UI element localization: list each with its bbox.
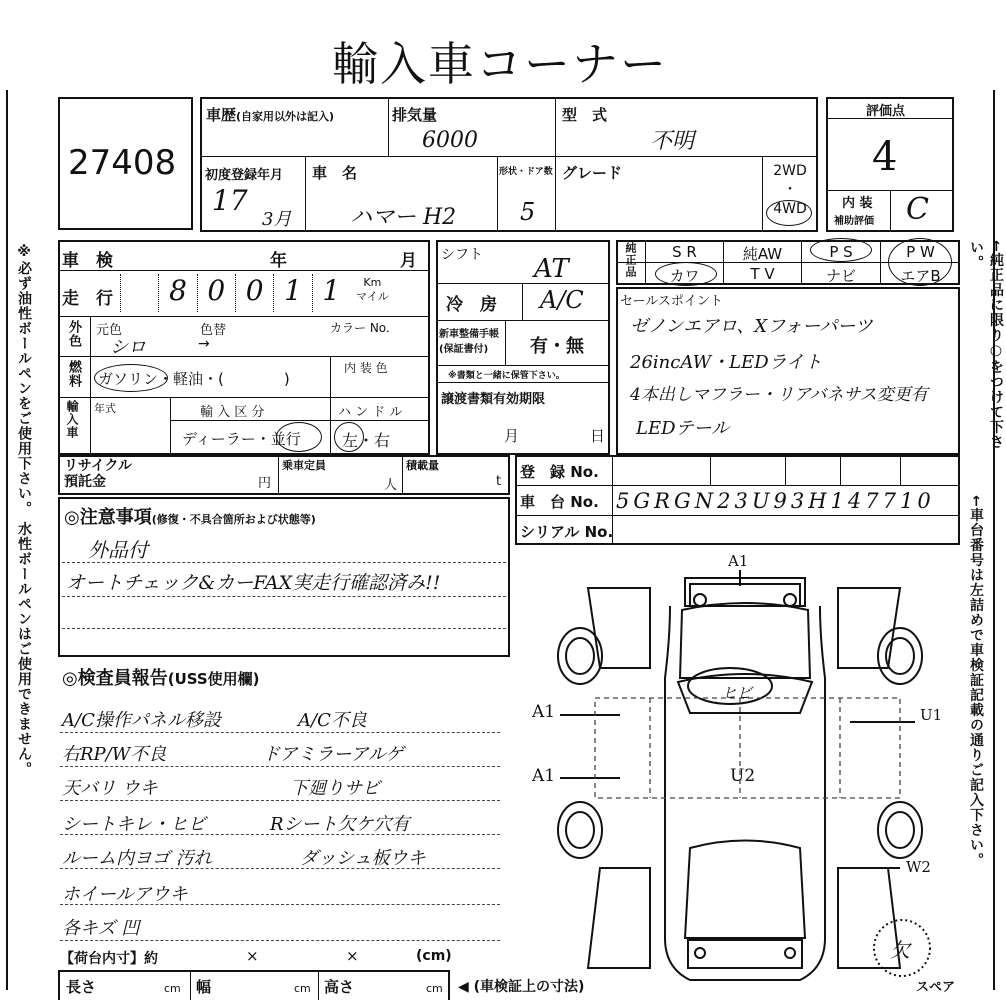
load-label: 積載量 — [406, 459, 439, 472]
damage-a1-left-2: A1 — [532, 766, 556, 786]
mileage-unit: Km マイル — [356, 276, 389, 303]
equipment-item: P S — [829, 243, 853, 261]
damage-a1-left-1: A1 — [532, 702, 556, 722]
damage-w2: W2 — [906, 858, 931, 876]
lot-number: 27408 — [68, 143, 177, 183]
side-note-left: ※必ず油性ボールペンをご使用下さい。 水性ボールペンはご使用できません。 — [16, 244, 32, 777]
mileage-digit: 0 — [235, 274, 273, 312]
import-type-label: 輸 入 区 分 — [200, 405, 265, 420]
doors-value: 5 — [520, 198, 536, 226]
cargo-unit: (cm) — [416, 948, 452, 964]
notes-label: ◎注意事項(修復・不具合箇所および状態等) — [64, 507, 316, 528]
cargo-grid — [58, 970, 450, 1000]
notes-line: 外品付 — [88, 538, 148, 562]
cargo-note: ◀ (車検証上の寸法) — [458, 979, 585, 995]
model-type-value: 不明 — [650, 129, 695, 154]
inspector-right-line: ダッシュ板ウキ — [300, 848, 426, 869]
side-note-right-1: ←純正品に限り○をつけて下さい。 — [968, 240, 1004, 450]
fuel-gasoline-circle — [94, 364, 168, 392]
inspector-label: ◎検査員報告(USS使用欄) — [62, 668, 260, 689]
side-note-right-2: ←車台番号は左詰めで車検証記載の通りご記入下さい。 — [968, 495, 984, 868]
sales-point-line: 26incAW・LEDライト — [630, 352, 823, 373]
cargo-times-2: × — [346, 947, 359, 965]
sales-point-line: ゼノンエアロ、Xフォーパーツ — [630, 316, 873, 337]
notes-line: オートチェック&カーFAX実走行確認済み!! — [66, 572, 441, 594]
equipment-circle — [655, 262, 717, 286]
equipment-item: エアB — [900, 267, 941, 285]
shift-value: AT — [534, 254, 569, 284]
car-name-label: 車 名 — [312, 164, 358, 182]
manual-note: ※書類と一緒に保管下さい。 — [448, 371, 565, 381]
equipment-item: ナビ — [825, 267, 856, 285]
cargo-cm: cm — [164, 982, 181, 995]
mileage-digits — [120, 274, 350, 312]
drive-4wd-circle — [766, 200, 812, 226]
equipment-item: S R — [672, 243, 697, 261]
interior-value: C — [906, 192, 929, 227]
lot-number-box — [58, 97, 193, 230]
cargo-label: 【荷台内寸】約 — [60, 951, 158, 967]
handle-left-circle — [334, 422, 364, 452]
inspection-month: 月 — [400, 251, 417, 271]
manual-value: 有・無 — [530, 336, 584, 357]
spare-mark: 欠 — [890, 938, 910, 962]
cargo-cm: cm — [426, 982, 443, 995]
equipment-item: 純AW — [742, 245, 783, 263]
sales-point-line: LEDテール — [636, 418, 730, 439]
inspection-label: 車 検 — [62, 251, 113, 271]
shift-label: シフト — [441, 247, 483, 263]
color-orig-label: 元色 — [96, 323, 123, 338]
manual-label: 新車整備手帳 (保証書付) — [439, 329, 499, 355]
damage-u1: U1 — [920, 706, 943, 724]
doors-label: 形状・ドア数 — [499, 167, 553, 177]
first-reg-label: 初度登録年月 — [205, 168, 284, 183]
inspector-left-line: シートキレ・ヒビ — [62, 814, 206, 835]
capacity-label: 乗車定員 — [282, 459, 326, 472]
load-unit: t — [496, 474, 502, 489]
mileage-digit: 1 — [273, 274, 311, 312]
registration-label: 登 録 No. — [520, 463, 599, 481]
import-type-value: ディーラー・並行 — [182, 430, 301, 448]
color-value: シロ — [110, 337, 146, 358]
drive-type: 2WD ・ 4WD — [773, 163, 807, 217]
inspector-right-line: ドアミラーアルゲ — [262, 744, 404, 765]
recycle-unit: 円 — [258, 476, 272, 491]
inspector-left-line: A/C操作パネル移設 — [62, 710, 221, 731]
chassis-label: 車 台 No. — [520, 493, 599, 511]
car-name-value: ハマー H2 — [350, 205, 457, 230]
equipment-item: P W — [906, 243, 935, 261]
interior-color-label: 内 装 色 — [344, 361, 388, 375]
inspection-year: 年 — [270, 251, 287, 271]
history-label: 車歴(自家用以外は記入) — [206, 106, 335, 124]
import-side-label: 輸入車 — [65, 400, 79, 439]
model-type-label: 型 式 — [562, 106, 608, 124]
recycle-label: リサイクル 預託金 — [64, 458, 133, 490]
fuel-options: ガソリン・軽油・( ) — [98, 370, 290, 388]
displacement-value: 6000 — [422, 128, 478, 153]
serial-label: シリアル No. — [520, 523, 614, 541]
grade-label: グレード — [562, 164, 623, 182]
inspector-right-line: Rシート欠ケ穴有 — [270, 814, 410, 835]
color-side-label: 外色 — [66, 320, 81, 348]
aircon-value: A/C — [540, 286, 584, 314]
transfer-month: 月 — [504, 427, 520, 445]
mileage-label: 走 行 — [62, 289, 113, 309]
first-reg-month: 3月 — [262, 209, 292, 230]
page-title: 輸入車コーナー — [332, 37, 668, 91]
cargo-length-label: 長さ — [66, 978, 97, 996]
mileage-digit: 8 — [158, 274, 196, 312]
color-change-label: 色替 — [200, 323, 227, 338]
sales-point-line: 4本出しマフラー・リアバネサス変更有 — [630, 385, 928, 405]
equipment-item: カワ — [669, 267, 700, 285]
cargo-height-label: 高さ — [324, 978, 355, 996]
mileage-digit — [120, 274, 158, 312]
cargo-times-1: × — [246, 947, 259, 965]
interior-sub: 補助評価 — [834, 216, 874, 227]
equipment-circle — [888, 238, 952, 286]
damage-u2: U2 — [730, 766, 756, 786]
mileage-digit: 1 — [312, 274, 350, 312]
mileage-digit: 0 — [197, 274, 235, 312]
chassis-value: 5GRGN23U93H147710 — [616, 489, 935, 513]
equipment-item: T V — [750, 265, 775, 283]
inspector-left-line: 天バリ ウキ — [62, 778, 158, 799]
sales-points-label: セールスポイント — [620, 294, 723, 309]
equipment-circle — [810, 238, 872, 262]
handle-value: 左・右 — [342, 431, 391, 450]
displacement-label: 排気量 — [392, 106, 438, 124]
rating-value: 4 — [872, 134, 898, 180]
inspector-left-line: ホイールアウキ — [62, 884, 188, 905]
import-year-label: 年式 — [94, 402, 116, 415]
cargo-cm: cm — [294, 982, 311, 995]
damage-a1-top: A1 — [728, 552, 749, 570]
inspector-right-line: 下廻りサビ — [290, 778, 380, 799]
transfer-label: 譲渡書類有効期限 — [441, 392, 546, 407]
rating-label: 評価点 — [866, 104, 906, 119]
handle-label: ハ ン ド ル — [338, 405, 403, 420]
equipment-side-label: 純正品 — [624, 242, 637, 278]
inspector-left-line: ルーム内ヨゴ 汚れ — [62, 848, 212, 869]
aircon-label: 冷 房 — [446, 295, 497, 315]
damage-hibi: ヒビ — [722, 684, 753, 702]
spare-label: スペア — [916, 980, 956, 995]
inspector-right-line: A/C不良 — [298, 710, 367, 731]
transfer-day: 日 — [590, 427, 606, 445]
inspector-left-line: 各キズ 凹 — [62, 918, 140, 939]
interior-label: 内 装 — [842, 196, 873, 211]
cargo-width-label: 幅 — [196, 978, 212, 996]
color-code-label: カラー No. — [330, 321, 390, 335]
capacity-unit: 人 — [384, 478, 398, 493]
import-parallel-circle — [276, 422, 322, 452]
inspector-left-line: 右RP/W不良 — [62, 744, 167, 765]
fuel-side-label: 燃料 — [66, 360, 81, 388]
first-reg-year: 17 — [212, 184, 248, 217]
color-arrow: → — [198, 336, 210, 352]
